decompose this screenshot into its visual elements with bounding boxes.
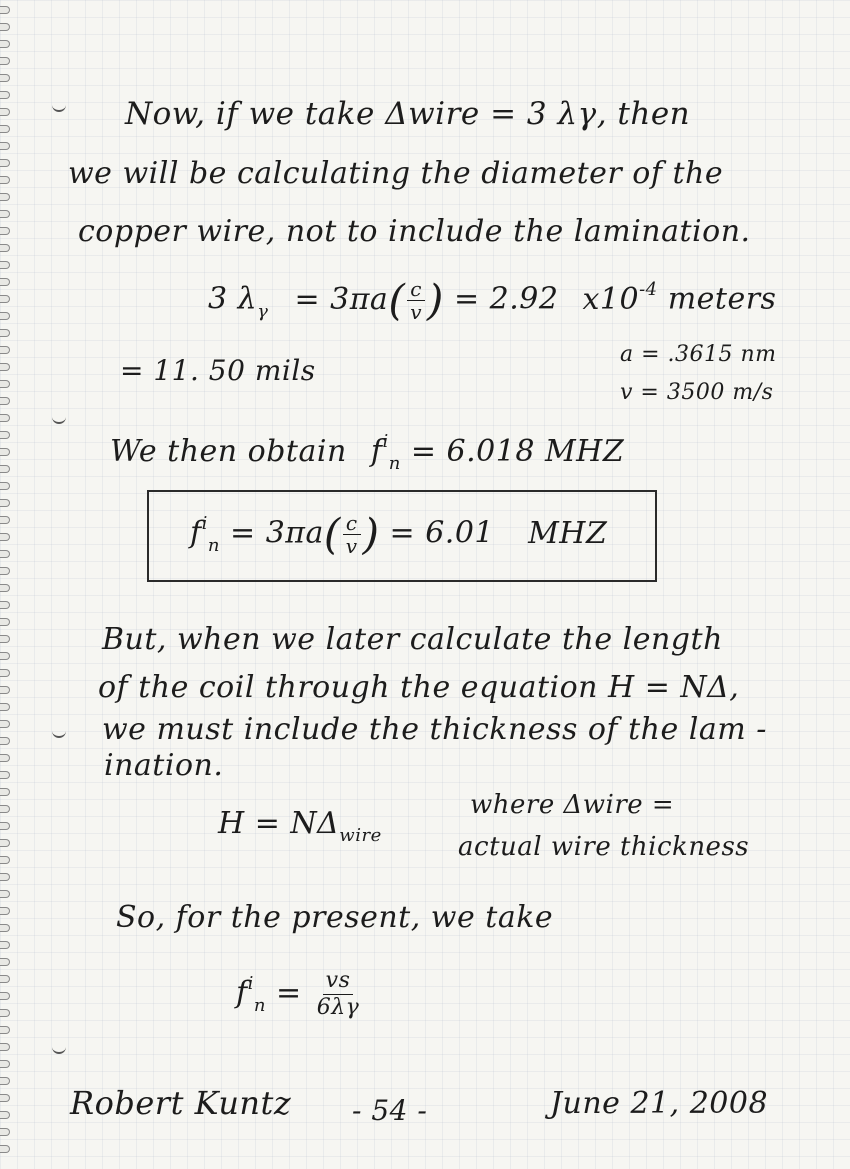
boxed-val: = 6.01 bbox=[389, 515, 495, 551]
spiral-ring bbox=[0, 771, 10, 779]
page-number: - 54 - bbox=[352, 1094, 428, 1127]
boxed-equation: $f^i_n = 3\pi a$( $\frac{c}{v}$ ) = 6.01 MHZ bbox=[190, 509, 608, 559]
signature-author: Robert Kuntz bbox=[70, 1084, 292, 1122]
spiral-ring bbox=[0, 805, 10, 813]
spiral-ring bbox=[0, 244, 10, 252]
eq2-val: = 6.018 MHZ bbox=[410, 434, 625, 469]
spiral-ring bbox=[0, 907, 10, 915]
spiral-ring bbox=[0, 618, 10, 626]
spiral-ring bbox=[0, 533, 10, 541]
boxed-mid: = 3πa bbox=[230, 515, 324, 551]
spiral-ring bbox=[0, 176, 10, 184]
boxed-unit: MHZ bbox=[528, 515, 608, 551]
boxed-sup: i bbox=[201, 512, 208, 534]
eq1-unit: meters bbox=[667, 281, 777, 317]
spiral-ring bbox=[0, 635, 10, 643]
eq1-lhs: 3 λ bbox=[208, 281, 258, 317]
boxed-f: f bbox=[190, 515, 202, 551]
eq1-exp: -4 bbox=[639, 278, 658, 300]
spiral-ring bbox=[0, 1043, 10, 1051]
spiral-ring bbox=[0, 210, 10, 218]
spiral-ring bbox=[0, 601, 10, 609]
spiral-ring bbox=[0, 159, 10, 167]
line-obtain bbox=[110, 431, 625, 474]
spiral-ring bbox=[0, 193, 10, 201]
spiral-ring bbox=[0, 924, 10, 932]
eq4-eq: = bbox=[276, 975, 302, 1011]
spiral-ring bbox=[0, 669, 10, 677]
spiral-ring bbox=[0, 448, 10, 456]
line-10: we must include the thickness of the lam - bbox=[102, 712, 767, 747]
eq1-fraction: $\frac{c}{v}$ bbox=[407, 278, 425, 323]
spiral-ring bbox=[0, 363, 10, 371]
spiral-ring bbox=[0, 1128, 10, 1136]
spiral-ring bbox=[0, 1026, 10, 1034]
spiral-ring bbox=[0, 720, 10, 728]
spiral-ring bbox=[0, 125, 10, 133]
line-8: But, when we later calculate the length bbox=[102, 622, 723, 657]
line-13: So, for the present, we take bbox=[116, 900, 554, 935]
eq2-sup: i bbox=[382, 431, 389, 452]
spiral-ring bbox=[0, 40, 10, 48]
equation-3-lambda: 3 $\lambda_\gamma = 3\pi a$( $\frac{c}{v}$ ) = 2.92 $x10^{-4}$ meters bbox=[208, 275, 777, 325]
spiral-ring bbox=[0, 1009, 10, 1017]
spiral-ring bbox=[0, 550, 10, 558]
spiral-ring bbox=[0, 108, 10, 116]
spiral-ring bbox=[0, 312, 10, 320]
boxed-fraction: $\frac{c}{v}$ bbox=[343, 512, 361, 557]
spiral-ring bbox=[0, 278, 10, 286]
boxed-sub: n bbox=[207, 534, 220, 556]
where-2: actual wire thickness bbox=[458, 832, 750, 862]
const-a: a = .3615 nm bbox=[620, 342, 777, 367]
spiral-ring bbox=[0, 346, 10, 354]
spiral-ring bbox=[0, 1094, 10, 1102]
spiral-ring bbox=[0, 1145, 10, 1153]
line-11: ination. bbox=[104, 748, 224, 783]
spiral-ring bbox=[0, 329, 10, 337]
spiral-ring bbox=[0, 23, 10, 31]
eq1-mid: = 3πa bbox=[294, 281, 389, 317]
spiral-ring bbox=[0, 295, 10, 303]
spiral-ring bbox=[0, 958, 10, 966]
spiral-ring bbox=[0, 431, 10, 439]
margin-mark bbox=[52, 728, 66, 738]
eq1-exp-base: x10 bbox=[582, 281, 640, 317]
spiral-ring bbox=[0, 839, 10, 847]
spiral-ring bbox=[0, 584, 10, 592]
margin-mark bbox=[52, 1044, 66, 1054]
spiral-ring bbox=[0, 261, 10, 269]
spiral-ring bbox=[0, 91, 10, 99]
eq2-sub: n bbox=[388, 453, 401, 474]
spiral-ring bbox=[0, 465, 10, 473]
spiral-ring bbox=[0, 414, 10, 422]
eq1-result: = 2.92 bbox=[453, 281, 559, 317]
spiral-ring bbox=[0, 74, 10, 82]
spiral-ring bbox=[0, 822, 10, 830]
line-2: we will be calculating the diameter of the bbox=[68, 156, 724, 191]
spiral-ring bbox=[0, 567, 10, 575]
spiral-ring bbox=[0, 856, 10, 864]
spiral-ring bbox=[0, 788, 10, 796]
eq4-f: f bbox=[236, 975, 248, 1011]
spiral-ring bbox=[0, 1077, 10, 1085]
eq2-f: f bbox=[370, 434, 383, 469]
spiral-ring bbox=[0, 686, 10, 694]
eq3-lhs-sub: wire bbox=[339, 825, 382, 846]
spiral-ring bbox=[0, 482, 10, 490]
spiral-ring bbox=[0, 499, 10, 507]
line-9: of the coil through the equation H = NΔ, bbox=[98, 670, 740, 705]
spiral-ring bbox=[0, 57, 10, 65]
spiral-binding bbox=[0, 0, 14, 1169]
spiral-ring bbox=[0, 890, 10, 898]
equation-fn bbox=[236, 968, 364, 1021]
spiral-ring bbox=[0, 703, 10, 711]
spiral-ring bbox=[0, 6, 10, 14]
spiral-ring bbox=[0, 873, 10, 881]
line-1: Now, if we take Δwire = 3 λγ, then bbox=[125, 96, 691, 132]
spiral-ring bbox=[0, 652, 10, 660]
spiral-ring bbox=[0, 737, 10, 745]
line-mils: = 11. 50 mils bbox=[120, 354, 316, 387]
equation-h bbox=[218, 806, 382, 846]
obtain-text: We then obtain bbox=[110, 434, 347, 469]
spiral-ring bbox=[0, 941, 10, 949]
date: June 21, 2008 bbox=[550, 1086, 769, 1121]
spiral-ring bbox=[0, 754, 10, 762]
eq3-lhs: H = NΔ bbox=[218, 806, 340, 841]
spiral-ring bbox=[0, 992, 10, 1000]
eq1-lhs-sub: γ bbox=[257, 300, 269, 322]
spiral-ring bbox=[0, 397, 10, 405]
spiral-ring bbox=[0, 1060, 10, 1068]
margin-mark bbox=[52, 414, 66, 424]
spiral-ring bbox=[0, 975, 10, 983]
eq4-fraction: $\frac{vs}{6\lambda\gamma}$ bbox=[316, 968, 360, 1020]
eq4-sub: n bbox=[253, 994, 266, 1016]
where-1: where Δwire = bbox=[470, 790, 675, 820]
spiral-ring bbox=[0, 142, 10, 150]
line-3: copper wire, not to include the lamination. bbox=[78, 214, 751, 249]
spiral-ring bbox=[0, 1111, 10, 1119]
const-v: v = 3500 m/s bbox=[620, 380, 774, 405]
spiral-ring bbox=[0, 227, 10, 235]
eq4-sup: i bbox=[247, 972, 254, 994]
spiral-ring bbox=[0, 516, 10, 524]
margin-mark bbox=[52, 102, 66, 112]
spiral-ring bbox=[0, 380, 10, 388]
